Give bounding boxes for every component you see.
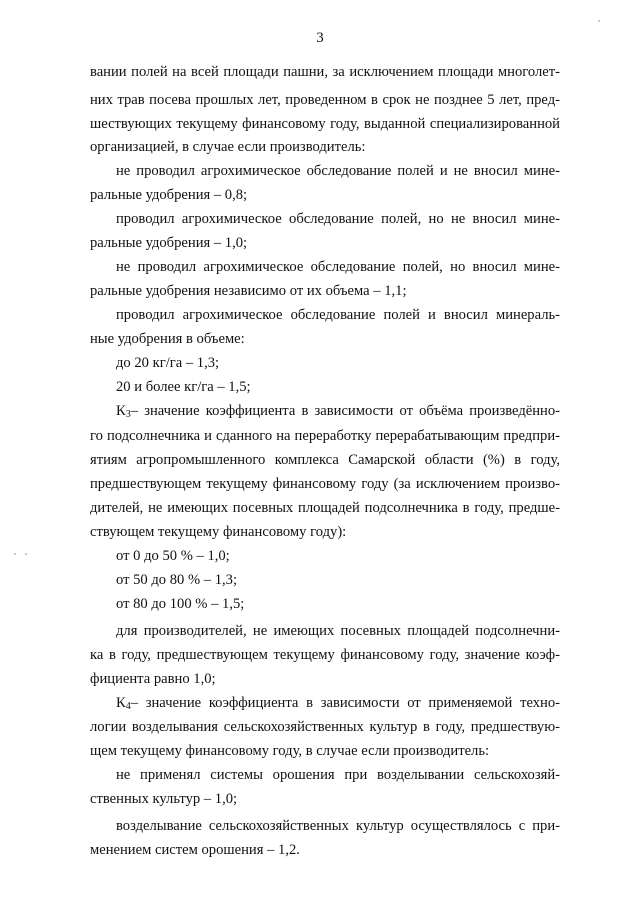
text-line: ральные удобрения независимо от их объема – 1,1; [90,283,407,299]
text-line: не применял системы орошения при возделывании сельскохозяй- [116,767,560,783]
text-line: – значение коэффициента в зависимости от применяемой техно- [130,695,560,711]
text-line: – значение коэффициента в зависимости от объёма произведённо- [130,403,560,419]
scan-speck [25,553,27,555]
text-line: не проводил агрохимическое обследование полей, но вносил мине- [116,259,560,275]
text-line: ствующем текущему финансовому году): [90,524,347,540]
text-line: ственных культур – 1,0; [90,791,238,807]
text-line: вании полей на всей площади пашни, за исключением площади многолет- [90,64,560,80]
k4-symbol: $К_4$ [116,695,131,712]
text-line: логии возделывания сельскохозяйственных культур в году, предшествую- [90,719,560,735]
text-line: проводил агрохимическое обследование полей и вносил минераль- [116,307,560,323]
scan-speck [598,20,600,22]
text-line: от 50 до 80 % – 1,3; [116,572,238,588]
text-line: от 80 до 100 % – 1,5; [116,596,245,612]
text-line: для производителей, не имеющих посевных площадей подсолнечни- [116,623,560,639]
text-line: ятиям агропромышленного комплекса Самарской области (%) в году, [90,452,560,468]
text-line: менением систем орошения – 1,2. [90,842,300,858]
text-line: дителей, не имеющих посевных площадей подсолнечника в году, предше- [90,500,560,516]
text-line: 20 и более кг/га – 1,5; [116,379,251,395]
k4-line [116,693,560,713]
k3-line [116,401,560,421]
text-line: организацией, в случае если производитель: [90,139,366,155]
text-line: го подсолнечника и сданного на переработку перерабатывающим предпри- [90,428,560,444]
text-line: возделывание сельскохозяйственных культур осуществлялось с при- [116,818,560,834]
text-line: щем текущему финансовому году, в случае если производитель: [90,743,490,759]
page-number: 3 [316,30,324,46]
text-line: них трав посева прошлых лет, проведенном в срок не позднее 5 лет, пред- [90,92,560,108]
text-line: предшествующем текущему финансовому году (за исключением произво- [90,476,560,492]
text-line: от 0 до 50 % – 1,0; [116,548,230,564]
text-line: ные удобрения в объеме: [90,331,245,347]
text-line: шествующих текущему финансовому году, выданной специализированной [90,116,560,132]
text-line: фициента равно 1,0; [90,671,216,687]
k3-symbol: $К_3$ [116,403,131,420]
scan-speck [14,553,16,555]
text-line: ральные удобрения – 0,8; [90,187,248,203]
text-line: ральные удобрения – 1,0; [90,235,248,251]
text-line: до 20 кг/га – 1,3; [116,355,220,371]
text-line: ка в году, предшествующем текущему финансовому году, значение коэф- [90,647,560,663]
text-line: проводил агрохимическое обследование полей, но не вносил мине- [116,211,560,227]
text-line: не проводил агрохимическое обследование полей и не вносил мине- [116,163,560,179]
